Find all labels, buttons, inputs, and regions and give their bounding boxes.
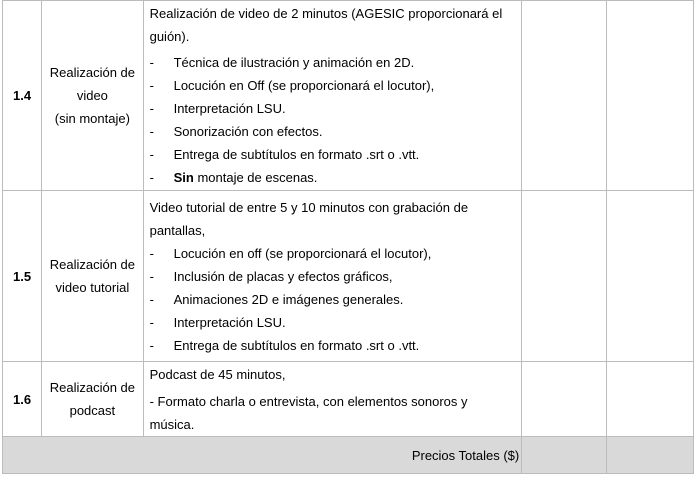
list-item-text: Locución en off (se proporcionará el locutor), bbox=[173, 245, 432, 261]
list-dash: - bbox=[149, 124, 154, 139]
list-item-bold: Sin bbox=[173, 170, 194, 185]
list-item-text: Técnica de ilustración y animación en 2D. bbox=[173, 55, 415, 70]
item-number: 1.5 bbox=[3, 191, 42, 362]
list-dash: - bbox=[149, 337, 154, 353]
list-dash: - bbox=[149, 268, 154, 284]
description-intro: Podcast de 45 minutos, bbox=[149, 366, 286, 382]
description-list bbox=[150, 51, 516, 189]
list-item-text: Animaciones 2D e imágenes generales. bbox=[173, 291, 404, 307]
item-name-line: Realización de bbox=[49, 65, 136, 80]
item-description bbox=[143, 362, 522, 437]
list-item-text: Locución en Off (se proporcionará el locutor), bbox=[173, 78, 435, 93]
list-dash: - bbox=[149, 314, 154, 330]
table-row bbox=[3, 191, 694, 362]
table-row bbox=[3, 1, 694, 191]
item-description bbox=[143, 191, 522, 362]
item-name-line: Realización de bbox=[49, 257, 136, 272]
list-item-text: Entrega de subtítulos en formato .srt o .vtt. bbox=[173, 147, 420, 162]
list-item-text: montaje de escenas. bbox=[193, 170, 318, 185]
totals-row bbox=[3, 437, 694, 474]
price-cell bbox=[522, 191, 606, 362]
list-item bbox=[150, 265, 516, 288]
list-item bbox=[150, 74, 516, 97]
price-cell bbox=[522, 1, 606, 191]
item-description bbox=[143, 1, 522, 191]
item-name-line: Realización de bbox=[49, 380, 136, 395]
description-list bbox=[150, 242, 516, 357]
item-name bbox=[42, 1, 143, 191]
item-number: 1.4 bbox=[3, 1, 42, 191]
list-item-text: Interpretación LSU. bbox=[173, 101, 286, 116]
list-dash: - bbox=[149, 291, 154, 307]
list-item-text: Interpretación LSU. bbox=[173, 314, 286, 330]
item-number: 1.6 bbox=[3, 362, 42, 437]
list-dash: - bbox=[149, 170, 154, 185]
item-name-line: video tutorial bbox=[55, 280, 130, 295]
description-intro: Realización de video de 2 minutos (AGESIC proporcionará el guión). bbox=[149, 6, 503, 44]
price-cell bbox=[606, 1, 693, 191]
item-name-line: (sin montaje) bbox=[54, 111, 130, 126]
price-cell bbox=[522, 362, 606, 437]
list-dash: - bbox=[149, 245, 154, 261]
list-item bbox=[150, 97, 516, 120]
total-price-cell bbox=[606, 437, 693, 474]
description-intro: Video tutorial de entre 5 y 10 minutos con grabación de pantallas, bbox=[149, 199, 469, 238]
list-item bbox=[150, 311, 516, 334]
item-name bbox=[42, 362, 143, 437]
item-name-line: podcast bbox=[69, 403, 116, 418]
price-cell bbox=[606, 191, 693, 362]
list-item bbox=[150, 288, 516, 311]
list-dash: - bbox=[149, 101, 154, 116]
services-table bbox=[2, 0, 694, 474]
total-label: Precios Totales ($) bbox=[3, 437, 522, 474]
list-item bbox=[150, 242, 516, 265]
list-item-text: Inclusión de placas y efectos gráficos, bbox=[173, 268, 393, 284]
list-item bbox=[150, 143, 516, 166]
list-dash: - bbox=[149, 55, 154, 70]
list-item-text: Sonorización con efectos. bbox=[173, 124, 323, 139]
list-item bbox=[150, 51, 516, 74]
table-row bbox=[3, 362, 694, 437]
list-item bbox=[150, 166, 516, 189]
list-item bbox=[150, 334, 516, 357]
list-dash: - bbox=[149, 78, 154, 93]
list-item-text: Entrega de subtítulos en formato .srt o .vtt. bbox=[173, 337, 420, 353]
list-dash: - bbox=[149, 147, 154, 162]
item-name-line: video bbox=[76, 88, 108, 103]
list-item bbox=[150, 120, 516, 143]
price-cell bbox=[606, 362, 693, 437]
item-name bbox=[42, 191, 143, 362]
total-price-cell bbox=[522, 437, 606, 474]
description-detail: - Formato charla o entrevista, con elementos sonoros y música. bbox=[149, 393, 468, 432]
